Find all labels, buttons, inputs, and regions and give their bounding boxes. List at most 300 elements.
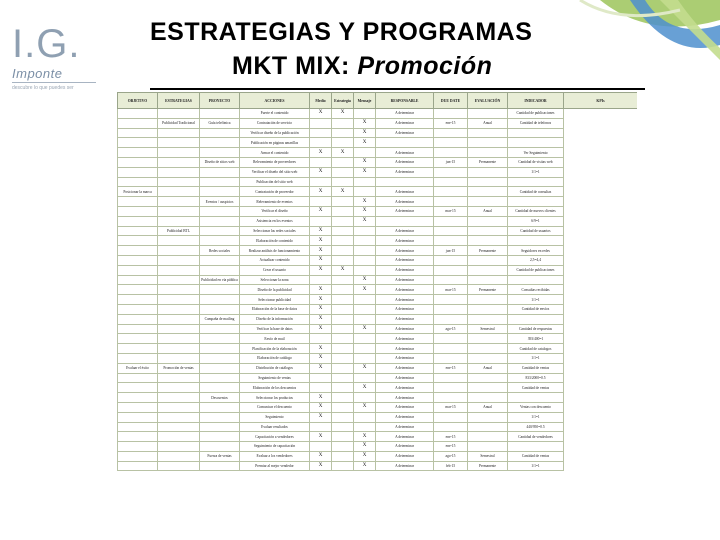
table-cell: A determinar [376,304,434,314]
table-cell: Cantidad de ventas [508,363,564,373]
table-cell [158,275,200,285]
table-cell [434,314,468,324]
table-cell: ene-15 [434,118,468,128]
table-cell [158,265,200,275]
table-cell: X [310,304,332,314]
header-indicador: INDICADOR [508,93,564,109]
table-cell [158,109,200,119]
table-cell: X [332,148,354,158]
table-cell [468,265,508,275]
subheader-medio: Medio [310,93,332,109]
table-cell: Semestral [468,324,508,334]
logo-mark: I.G. [12,22,81,66]
table-cell: Elaboración de contenido [240,236,310,246]
table-cell [332,128,354,138]
table-cell [332,295,354,305]
table-cell: X [354,451,376,461]
header-acciones: ACCIONES [240,93,310,109]
table-cell [332,216,354,226]
table-cell: Verificar diseño de la publicación [240,128,310,138]
table-row [118,118,638,128]
table-cell [508,197,564,207]
table-cell [200,363,240,373]
table-cell [118,383,158,393]
table-cell: Promoción de ventas [158,363,200,373]
table-cell: X [310,148,332,158]
table-cell [332,412,354,422]
table-cell [332,314,354,324]
table-cell: A determinar [376,285,434,295]
table-cell [508,275,564,285]
table-cell [332,226,354,236]
table-cell: Distribución de catálogos [240,363,310,373]
table-cell [508,314,564,324]
table-cell [434,177,468,187]
table-row [118,167,638,177]
table-cell [158,422,200,432]
table-cell [468,412,508,422]
table-cell: Relevamiento de eventos [240,197,310,207]
table-cell [200,442,240,452]
table-cell [354,177,376,187]
strategy-table [117,92,637,471]
table-cell: Seleccionar publicidad [240,295,310,305]
table-cell: X [354,275,376,285]
table-cell [158,177,200,187]
table-cell [434,255,468,265]
table-row [118,109,638,119]
table-cell [200,187,240,197]
table-cell: X [354,157,376,167]
table-cell: X [310,402,332,412]
table-cell [118,432,158,442]
table-cell: X [310,109,332,119]
table-cell [468,383,508,393]
table-cell [468,236,508,246]
table-cell [468,255,508,265]
table-cell: X [354,402,376,412]
table-cell: X [354,432,376,442]
table-cell: X [310,363,332,373]
table-cell [158,353,200,363]
subheader-estrategia: Estrategia [332,93,354,109]
table-cell: Cantidad de catalogos [508,344,564,354]
table-cell [200,324,240,334]
table-cell: Elaboración de los descuentos [240,383,310,393]
table-cell [468,167,508,177]
table-row [118,148,638,158]
table-cell [332,422,354,432]
table-cell: Publicidad en vía pública [200,275,240,285]
table-cell [200,422,240,432]
table-cell: Elaboración de la base de datos [240,304,310,314]
table-cell [332,138,354,148]
table-cell [200,148,240,158]
table-cell: Seguimiento de ventas [240,373,310,383]
table-cell: A determinar [376,314,434,324]
table-cell [118,295,158,305]
table-cell: A determinar [376,275,434,285]
table-cell: 1/1=1 [508,167,564,177]
table-cell [332,363,354,373]
table-cell [434,236,468,246]
table-body [118,109,638,471]
table-cell [158,304,200,314]
table-cell: A determinar [376,118,434,128]
table-cell: Elaboración de catálogo [240,353,310,363]
table-cell [468,314,508,324]
table-cell [468,373,508,383]
table-cell [354,295,376,305]
table-cell: X [354,383,376,393]
table-cell: X [310,344,332,354]
table-cell [158,197,200,207]
table-cell [200,236,240,246]
table-cell: Diseño de la publicidad [240,285,310,295]
table-cell [310,138,332,148]
table-cell: Cantidad de ventas [508,383,564,393]
table-cell [118,206,158,216]
table-cell [332,304,354,314]
table-row [118,157,638,167]
table-cell [332,255,354,265]
table-cell: A determinar [376,334,434,344]
promotion-matrix [117,92,637,532]
table-cell [200,383,240,393]
table-cell [468,344,508,354]
table-cell [118,236,158,246]
table-cell: 833/2000=0.5 [508,373,564,383]
table-cell [332,383,354,393]
table-cell: 1/1=1 [508,353,564,363]
table-row [118,334,638,344]
table-cell: Seleccionar los productos [240,393,310,403]
table-cell: X [310,285,332,295]
table-cell: Publicación en páginas amarillas [240,138,310,148]
table-cell [118,314,158,324]
table-row [118,295,638,305]
table-cell: X [310,412,332,422]
table-cell [200,344,240,354]
table-cell [158,138,200,148]
table-row [118,206,638,216]
header-estrategias: ESTRATEGIAS [158,93,200,109]
table-cell [332,177,354,187]
table-cell: X [310,226,332,236]
subtitle-emphasis: Promoción [357,52,493,80]
table-cell [332,157,354,167]
table-cell [200,265,240,275]
table-cell [158,236,200,246]
table-row [118,451,638,461]
table-cell [468,353,508,363]
table-cell [158,334,200,344]
table-cell: A determinar [376,383,434,393]
table-cell [118,138,158,148]
table-cell: X [354,128,376,138]
table-cell [118,265,158,275]
table-cell: A determinar [376,226,434,236]
table-cell [468,422,508,432]
table-cell [158,206,200,216]
table-cell [508,393,564,403]
table-cell: Contratación de proveedor [240,187,310,197]
table-cell [118,373,158,383]
table-cell: A determinar [376,246,434,256]
table-row [118,246,638,256]
table-cell: 1/1=1 [508,412,564,422]
table-cell: 393/400=1 [508,334,564,344]
table-row [118,363,638,373]
table-cell: ago-15 [434,451,468,461]
table-cell [332,373,354,383]
table-cell: 1/1=1 [508,295,564,305]
table-row [118,138,638,148]
table-cell: Cantidad de telefonos [508,118,564,128]
table-cell: Actualizar contenido [240,255,310,265]
table-cell [468,275,508,285]
table-row [118,128,638,138]
table-cell [310,442,332,452]
table-cell: Permanente [468,461,508,471]
table-cell: X [354,138,376,148]
table-cell [118,128,158,138]
table-cell: X [354,206,376,216]
table-cell: X [310,314,332,324]
table-cell: Crear el usuario [240,265,310,275]
table-cell [158,187,200,197]
table-cell [332,353,354,363]
table-cell: Ventas con descuento [508,402,564,412]
table-cell [468,177,508,187]
table-cell [310,334,332,344]
table-cell [434,216,468,226]
table-cell [354,265,376,275]
table-cell [310,157,332,167]
table-cell [332,285,354,295]
table-row [118,226,638,236]
table-cell [434,334,468,344]
logo-divider [12,82,96,83]
table-cell [118,353,158,363]
table-cell: A determinar [376,373,434,383]
table-cell [118,157,158,167]
table-cell [434,304,468,314]
table-cell [118,451,158,461]
table-cell [158,255,200,265]
table-cell [508,236,564,246]
table-cell: 2,5=4,4 [508,255,564,265]
table-cell [354,314,376,324]
table-row [118,177,638,187]
table-cell [158,344,200,354]
table-cell: A determinar [376,353,434,363]
table-row [118,265,638,275]
table-cell: jun-15 [434,246,468,256]
table-cell [332,344,354,354]
table-cell: mar-15 [434,206,468,216]
table-cell [468,109,508,119]
table-cell: A determinar [376,255,434,265]
table-cell: Campaña de mailing [200,314,240,324]
table-cell: Cantidad de consultas [508,187,564,197]
table-cell [468,197,508,207]
table-cell: Publicidad BTL [158,226,200,236]
subheader-mensaje: Mensaje [354,93,376,109]
table-cell [434,393,468,403]
table-cell [158,148,200,158]
table-cell [118,334,158,344]
table-cell [118,285,158,295]
table-cell: X [310,393,332,403]
table-cell: X [310,187,332,197]
table-cell [200,255,240,265]
table-cell: A determinar [376,187,434,197]
table-cell [310,216,332,226]
table-cell [332,402,354,412]
table-cell [118,442,158,452]
table-cell: Fuerza de ventas [200,451,240,461]
table-cell: X [354,167,376,177]
table-cell [468,226,508,236]
table-cell: ene-15 [434,432,468,442]
table-cell: Cantidad de visitas web [508,157,564,167]
table-cell: mar-15 [434,402,468,412]
table-cell: X [354,324,376,334]
table-cell [200,402,240,412]
table-cell: X [310,167,332,177]
table-cell: Evaluar el éxito [118,363,158,373]
table-cell [434,412,468,422]
table-cell: X [310,295,332,305]
table-cell: A determinar [376,393,434,403]
table-cell: Cantidad de vendedores [508,432,564,442]
table-row [118,216,638,226]
table-cell [354,334,376,344]
table-cell: X [332,109,354,119]
table-cell [200,138,240,148]
table-cell: A determinar [376,451,434,461]
table-cell [468,334,508,344]
table-cell [158,402,200,412]
table-cell: 440/950=0.5 [508,422,564,432]
table-cell [200,295,240,305]
table-cell [354,304,376,314]
table-cell [200,128,240,138]
header-responsable: RESPONSABLE [376,93,434,109]
table-cell: Anual [468,118,508,128]
table-cell [434,138,468,148]
table-cell: mar-15 [434,285,468,295]
table-cell: A determinar [376,148,434,158]
table-cell: X [310,324,332,334]
table-cell: Cantidad de ventas [508,451,564,461]
table-cell: X [310,461,332,471]
table-cell: Cantidad de envíos [508,304,564,314]
table-cell: X [310,255,332,265]
table-cell: Seguimiento de capacitación [240,442,310,452]
table-row [118,285,638,295]
table-cell: Anual [468,363,508,373]
table-row [118,402,638,412]
table-cell: Publicación del sitio web [240,177,310,187]
slide-subtitle [232,52,492,81]
table-cell [508,128,564,138]
table-cell: Verificar el diseño [240,206,310,216]
header-due-date: DUE DATE [434,93,468,109]
table-cell [508,138,564,148]
table-cell [434,265,468,275]
table-cell: Permanente [468,157,508,167]
table-cell [468,393,508,403]
table-cell: A determinar [376,363,434,373]
title-rule [150,88,645,90]
table-cell [434,344,468,354]
table-cell: Seguidores en redes [508,246,564,256]
table-cell [310,383,332,393]
table-cell [434,109,468,119]
table-cell [434,275,468,285]
table-cell [434,353,468,363]
table-cell [158,412,200,422]
table-cell [376,177,434,187]
table-cell: X [310,206,332,216]
table-cell [434,226,468,236]
table-cell: Redes sociales [200,246,240,256]
table-cell [118,255,158,265]
table-cell: Anual [468,206,508,216]
table-cell [468,432,508,442]
table-cell: Descuentos [200,393,240,403]
table-cell: X [310,265,332,275]
table-cell [354,246,376,256]
table-cell [158,393,200,403]
table-cell: Eventos / auspicios [200,197,240,207]
table-cell: ene-15 [434,442,468,452]
header-kpis: KPIs [564,93,638,109]
table-cell [310,197,332,207]
table-cell: Evaluar resultados [240,422,310,432]
table-cell [468,148,508,158]
table-cell [434,148,468,158]
table-cell: ene-15 [434,363,468,373]
table-cell [332,236,354,246]
table-cell: Permanente [468,246,508,256]
table-cell [158,157,200,167]
table-cell [118,304,158,314]
table-cell: Diseño de sitios web [200,157,240,167]
table-cell [118,167,158,177]
table-cell: Semestral [468,451,508,461]
table-cell [118,109,158,119]
table-cell: A determinar [376,422,434,432]
table-cell: X [332,187,354,197]
table-cell [118,118,158,128]
table-cell: Cantidad de usuarios [508,226,564,236]
table-cell [310,118,332,128]
table-row [118,304,638,314]
table-cell [158,461,200,471]
table-cell: X [354,461,376,471]
table-cell: X [354,363,376,373]
table-row [118,275,638,285]
table-cell: Evaluar a los vendedores [240,451,310,461]
table-cell [434,187,468,197]
table-row [118,373,638,383]
table-cell: ago-15 [434,324,468,334]
slide-title: ESTRATEGIAS Y PROGRAMAS [150,18,533,46]
table-cell: A determinar [376,206,434,216]
